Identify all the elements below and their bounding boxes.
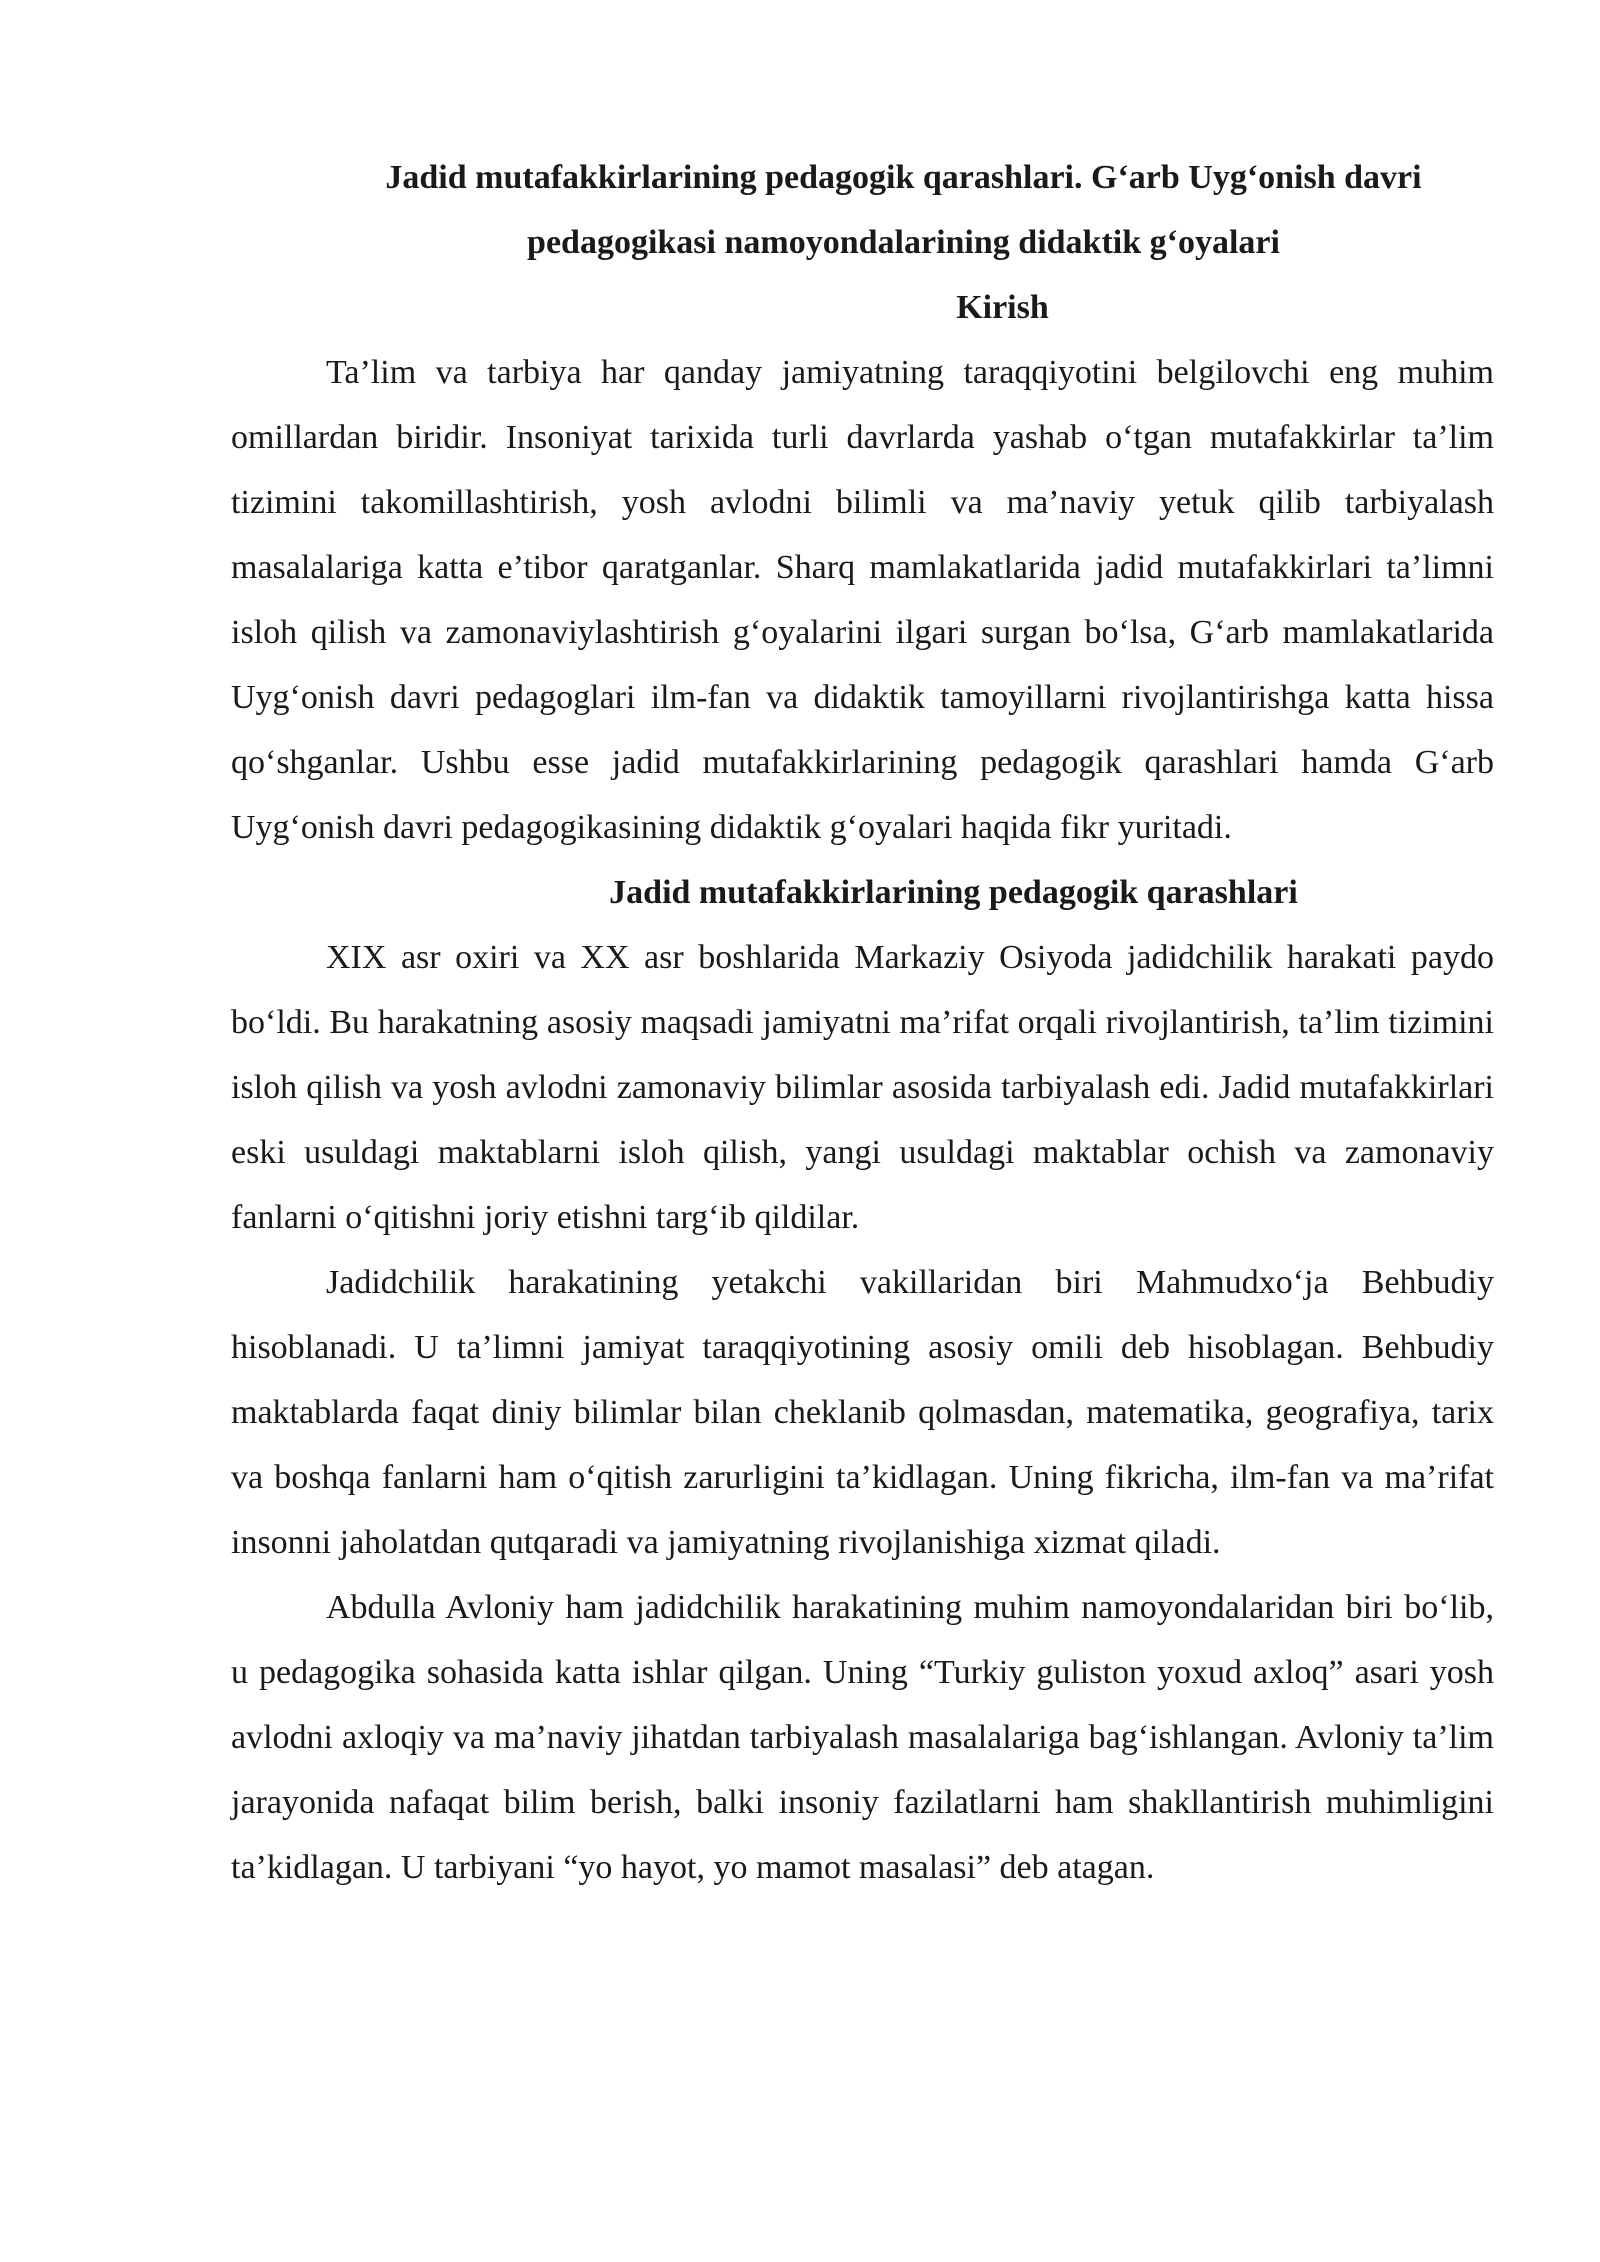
section-heading: Jadid mutafakkirlarining pedagogik qarashlari: [609, 874, 1298, 911]
intro-heading: Kirish: [956, 289, 1049, 326]
body-paragraph-2: Jadidchilik harakatining yetakchi vakillaridan biri Mahmudxo‘ja Behbudiy hisoblanadi. U ta’limni jamiyat taraqqiyotining asosiy omili deb hisoblagan. Behbudiy maktablarda faqat diniy bilimlar bilan cheklanib qolmasdan, matematika, geografiya, tarix va boshqa fanlarni ham o‘qitish zarurligini ta’kidlagan. Uning fikricha, ilm-fan va ma’rifat insonni jaholatdan qutqaradi va jamiyatning rivojlanishiga xizmat qiladi.: [231, 1264, 1494, 1561]
body-paragraph-1: XIX asr oxiri va XX asr boshlarida Markaziy Osiyoda jadidchilik harakati paydo bo‘ldi. Bu harakatning asosiy maqsadi jamiyatni ma’rifat orqali rivojlantirish, ta’lim tizimini isloh qilish va yosh avlodni zamonaviy bilimlar asosida tarbiyalash edi. Jadid mutafakkirlari eski usuldagi maktablarni isloh qilish, yangi usuldagi maktablar ochish va zamonaviy fanlarni o‘qitishni joriy etishni targ‘ib qildilar.: [231, 939, 1494, 1236]
intro-paragraph: Ta’lim va tarbiya har qanday jamiyatning taraqqiyotini belgilovchi eng muhim omillardan biridir. Insoniyat tarixida turli davrlarda yashab o‘tgan mutafakkirlar ta’lim tizimini takomillashtirish, yosh avlodni bilimli va ma’naviy yetuk qilib tarbiyalash masalalariga katta e’tibor qaratganlar. Sharq mamlakatlarida jadid mutafakkirlari ta’limni isloh qilish va zamonaviylashtirish g‘oyalarini ilgari surgan bo‘lsa, G‘arb mamlakatlarida Uyg‘onish davri pedagoglari ilm-fan va didaktik tamoyillarni rivojlantirishga katta hissa qo‘shganlar. Ushbu esse jadid mutafakkirlarining pedagogik qarashlari hamda G‘arb Uyg‘onish davri pedagogikasining didaktik g‘oyalari haqida fikr yuritadi.: [231, 354, 1494, 846]
document-page: [231, 145, 1494, 1900]
body-paragraph-3: Abdulla Avloniy ham jadidchilik harakatining muhim namoyondalaridan biri bo‘lib, u pedagogika sohasida katta ishlar qilgan. Uning “Turkiy guliston yoxud axloq” asari yosh avlodni axloqiy va ma’naviy jihatdan tarbiyalash masalalariga bag‘ishlangan. Avloniy ta’lim jarayonida nafaqat bilim berish, balki insoniy fazilatlarni ham shakllantirish muhimligini ta’kidlagan. U tarbiyani “yo hayot, yo mamot masalasi” deb atagan.: [231, 1589, 1494, 1886]
document-title: Jadid mutafakkirlarining pedagogik qarashlari. G‘arb Uyg‘onish davri pedagogikasi namoyondalarining didaktik g‘oyalari: [385, 159, 1422, 261]
